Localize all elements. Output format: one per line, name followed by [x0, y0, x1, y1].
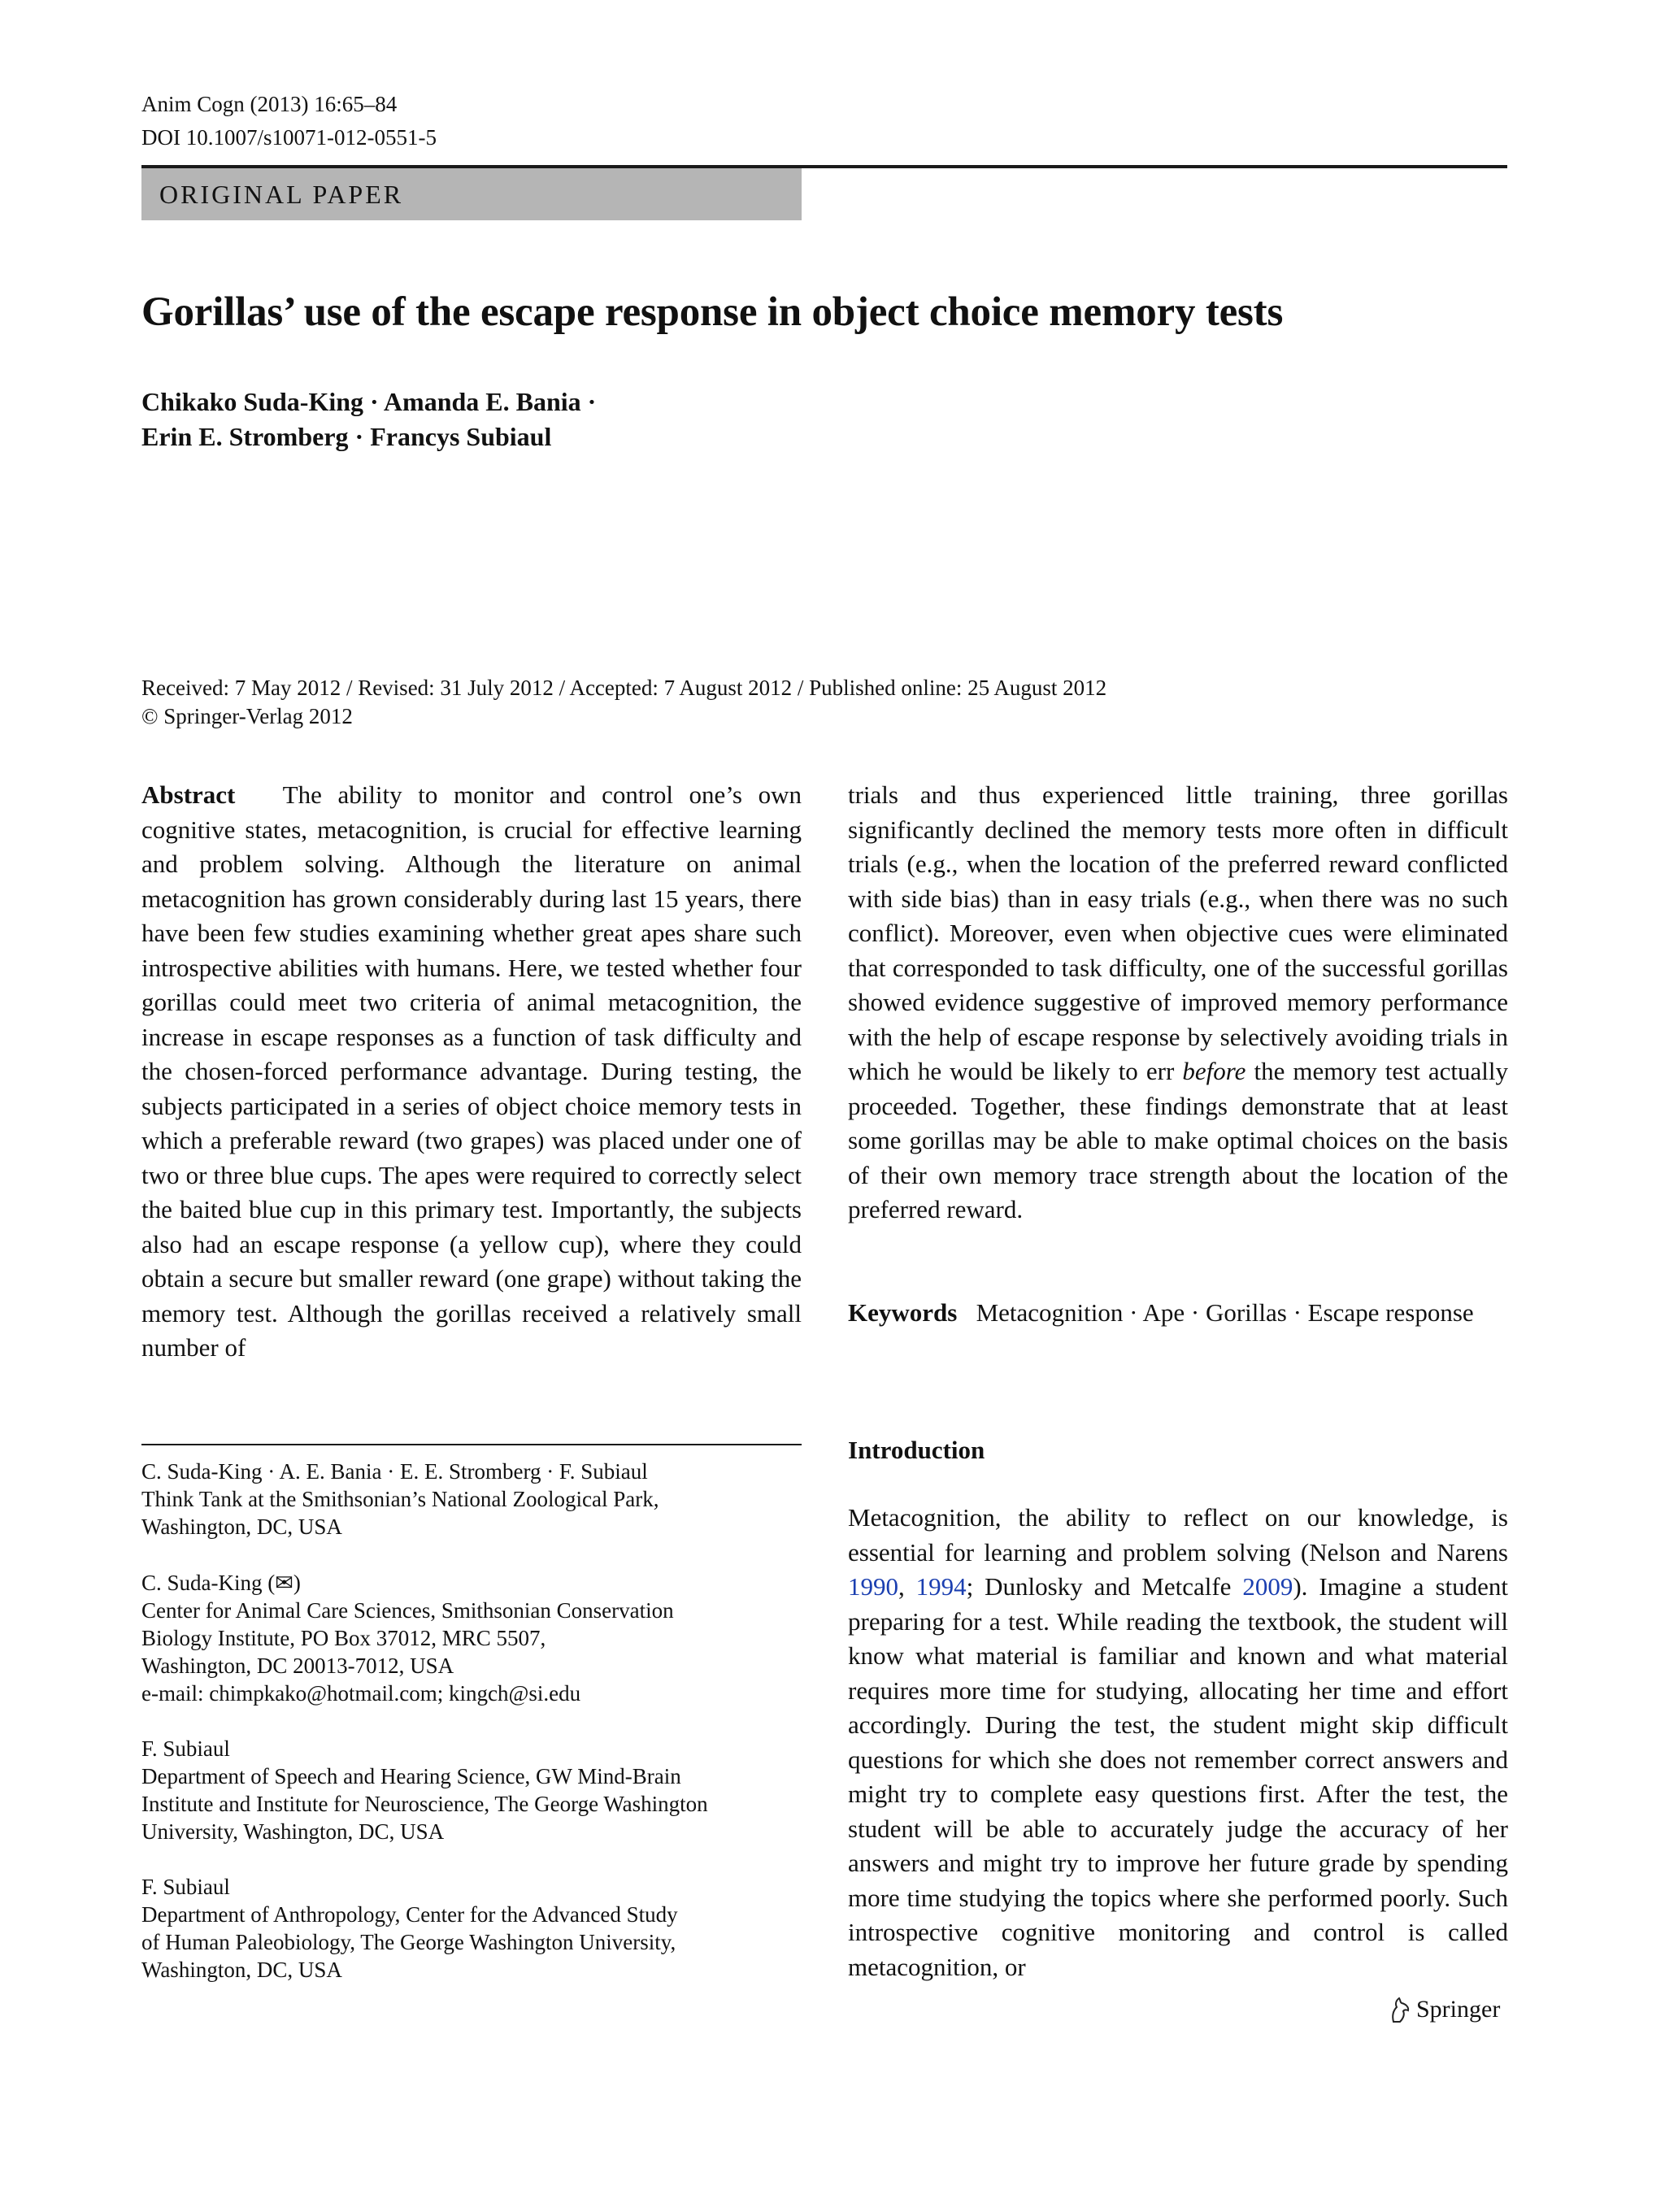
affiliation-block-4	[141, 1873, 802, 1984]
affiliation-line: of Human Paleobiology, The George Washington University,	[141, 1930, 676, 1954]
abstract-left	[141, 778, 802, 1366]
affiliation-line: Institute and Institute for Neuroscience, The George Washington	[141, 1792, 708, 1816]
affiliation-line: Washington, DC, USA	[141, 1515, 342, 1539]
footnote-rule	[141, 1444, 802, 1445]
author-list	[141, 385, 596, 454]
affiliation-line: Washington, DC 20013-7012, USA	[141, 1654, 454, 1678]
affiliation-line: University, Washington, DC, USA	[141, 1819, 445, 1844]
citation-link[interactable]: 2009	[1242, 1572, 1293, 1601]
keywords-text: Metacognition · Ape · Gorillas · Escape response	[976, 1298, 1474, 1327]
section-heading-introduction: Introduction	[848, 1436, 985, 1464]
citation-link[interactable]: 1990	[848, 1572, 898, 1601]
affiliation-block-2	[141, 1569, 802, 1707]
intro-separator: ,	[898, 1572, 916, 1601]
introduction-paragraph	[848, 1501, 1508, 1984]
affiliation-name: C. Suda-King (✉)	[141, 1571, 301, 1595]
publisher-logo	[1389, 1993, 1500, 2026]
affiliation-block-3	[141, 1735, 802, 1845]
intro-text-3: ). Imagine a student preparing for a test. While reading the textbook, the student will know what material is familiar and known and what material requires more time for studying, allocating her time and effort accordingly. During the test, the student might skip difficult questions for which she does not remember correct answers and might try to complete easy questions first. After the test, the student will be able to accurately judge the accuracy of her answers and might try to improve her future grade by spending more time studying the topics where she performed poorly. Such introspective cognitive monitoring and control is called metacognition, or	[848, 1572, 1509, 1981]
affiliation-name: F. Subiaul	[141, 1875, 230, 1899]
abstract-label: Abstract	[141, 780, 236, 809]
affiliation-line: Center for Animal Care Sciences, Smithsonian Conservation	[141, 1598, 674, 1623]
contact-email[interactable]: e-mail: chimpkako@hotmail.com; kingch@si.edu	[141, 1681, 581, 1706]
affiliation-line: Biology Institute, PO Box 37012, MRC 5507,	[141, 1626, 546, 1650]
doi[interactable]: DOI 10.1007/s10071-012-0551-5	[141, 125, 437, 150]
paper-title: Gorillas’ use of the escape response in object choice memory tests	[141, 289, 1284, 335]
publisher-name: Springer	[1416, 1996, 1501, 2023]
abstract-emphasis: before	[1182, 1057, 1246, 1085]
publication-dates	[141, 674, 1106, 731]
copyright: © Springer-Verlag 2012	[141, 704, 353, 728]
article-type-banner: ORIGINAL PAPER	[141, 168, 802, 220]
affiliation-line: Department of Anthropology, Center for the Advanced Study	[141, 1902, 678, 1927]
affiliation-name: F. Subiaul	[141, 1736, 230, 1761]
keywords-label: Keywords	[848, 1298, 958, 1327]
abstract-text-left: The ability to monitor and control one’s own cognitive states, metacognition, is crucial for effective learning and problem solving. Although the literature on animal metacognition has grown considerably during last 15 years, there have been few studies examining whether great apes share such introspective abilities with humans. Here, we tested whether four gorillas could meet two criteria of animal metacognition, the increase in escape responses as a function of task difficulty and the chosen-forced performance advantage. During testing, the subjects participated in a series of object choice memory tests in which a preferable reward (two grapes) was placed under one of two or three blue cups. The apes were required to correctly select the baited blue cup in this primary test. Importantly, the subjects also had an escape response (a yellow cup), where they could obtain a secure but smaller reward (one grape) without taking the memory test. Although the gorillas received a relatively small number of	[141, 780, 802, 1362]
affiliation-name: C. Suda-King · A. E. Bania · E. E. Stromberg · F. Subiaul	[141, 1459, 648, 1484]
abstract-right	[848, 778, 1508, 1228]
author-line-2: Erin E. Stromberg · Francys Subiaul	[141, 422, 552, 451]
abstract-text-right-1: trials and thus experienced little training, three gorillas significantly declined the memory tests more often in difficult trials (e.g., when the location of the preferred reward conflicted with side bias) than in easy trials (e.g., when there was no such conflict). Moreover, even when objective cues were eliminated that corresponded to task difficulty, one of the successful gorillas showed evidence suggestive of improved memory performance with the help of escape response by selectively avoiding trials in which he would be likely to err	[848, 780, 1508, 1085]
intro-text-2: ; Dunlosky and Metcalfe	[966, 1572, 1232, 1601]
intro-text-1: Metacognition, the ability to reflect on our knowledge, is essential for learning and problem solving (Nelson and Narens	[848, 1503, 1508, 1567]
keywords	[848, 1296, 1508, 1331]
springer-horse-icon	[1389, 1996, 1411, 2023]
affiliation-block-1	[141, 1458, 802, 1541]
affiliation-line: Department of Speech and Hearing Science, GW Mind-Brain	[141, 1764, 681, 1788]
journal-header	[141, 88, 437, 154]
history-dates: Received: 7 May 2012 / Revised: 31 July 2012 / Accepted: 7 August 2012 / Published online: 25 August 2012	[141, 676, 1107, 700]
author-line-1: Chikako Suda-King · Amanda E. Bania ·	[141, 387, 597, 416]
affiliation-line: Washington, DC, USA	[141, 1958, 342, 1982]
journal-citation: Anim Cogn (2013) 16:65–84	[141, 92, 398, 116]
abstract-text-right-2: the memory test actually proceeded. Together, these findings demonstrate that at least some gorillas may be able to make optimal choices on the basis of their own memory trace strength about the location of the preferred reward.	[848, 1057, 1508, 1223]
affiliation-line: Think Tank at the Smithsonian’s National Zoological Park,	[141, 1487, 659, 1511]
citation-link[interactable]: 1994	[915, 1572, 967, 1601]
